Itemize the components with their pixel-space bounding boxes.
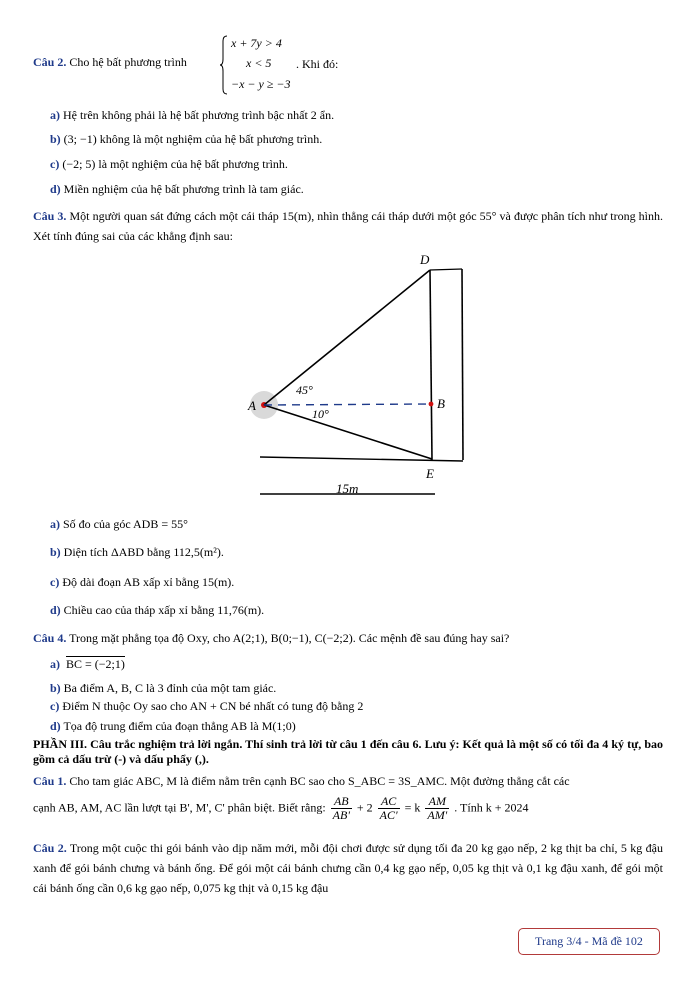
q3-a-label: a) — [50, 517, 60, 531]
q4-b — [50, 681, 276, 696]
q3-a-text: Số đo của góc ADB = 55° — [63, 517, 188, 531]
label-B: B — [437, 396, 445, 411]
angle-10: 10° — [312, 407, 329, 421]
label-E: E — [426, 466, 434, 481]
label-A: A — [248, 398, 256, 413]
q2-a-text: Hệ trên không phải là hệ bất phương trình bậc nhất 2 ẩn. — [63, 108, 335, 122]
tower-figure — [240, 248, 480, 503]
q4-c — [50, 699, 363, 714]
frac2-den: AC' — [379, 808, 398, 822]
q3-a — [50, 517, 188, 532]
part3-title: PHẦN III. Câu trắc nghiệm trả lời ngắn. Thí sinh trả lời từ câu 1 đến câu 6. Lưu ý: Kết quả là một số có tối đa 4 ký tự, bao gồm cả dấu trừ (-) và dấu phẩy (,). — [33, 737, 663, 766]
system-brace — [220, 35, 228, 95]
q3-c-label: c) — [50, 575, 60, 589]
p3-c1-line1 — [33, 774, 570, 789]
q4-a — [50, 657, 125, 672]
q3-stem — [33, 206, 663, 246]
q4-c-label: c) — [50, 699, 60, 713]
eq-plus-2: + 2 — [356, 800, 373, 815]
q4-label: Câu 4. — [33, 631, 67, 645]
label-D: D — [420, 252, 430, 267]
q3-b-label: b) — [50, 545, 61, 559]
distance-label: 15m — [336, 481, 359, 496]
q3-text: Một người quan sát đứng cách một cái tháp 15(m), nhìn thẳng cái tháp dưới một góc 55° và được phân tích như trong hình. Xét tính đúng sai của các khẳng định sau: — [33, 209, 664, 243]
p3-c1-label: Câu 1. — [33, 774, 67, 788]
q4-b-label: b) — [50, 681, 61, 695]
q3-c — [50, 575, 234, 590]
q2-b-text: (3; −1) không là một nghiệm của hệ bất phương trình. — [63, 132, 323, 146]
frac1-den: AB' — [332, 808, 350, 822]
frac1-num: AB — [331, 795, 352, 809]
tower-left-edge — [430, 270, 432, 460]
q3-d-label: d) — [50, 603, 61, 617]
q4-d-label: d) — [50, 719, 61, 733]
q4-a-text: BC = (−2;1) — [66, 657, 125, 671]
q2-heading — [33, 55, 187, 70]
system-eq-2: x < 5 — [246, 56, 272, 70]
q3-d — [50, 603, 264, 618]
q2-d — [50, 182, 304, 197]
p3-c2 — [33, 838, 663, 898]
system-eq-1: x + 7y > 4 — [231, 36, 282, 50]
p3-c1-text1: Cho tam giác ABC, M là điểm nằm trên cạnh BC sao cho S_ABC = 3S_AMC. Một đường thẳng cắt các — [69, 774, 570, 788]
fraction-ac — [378, 795, 400, 822]
q4-a-label: a) — [50, 657, 60, 671]
frac3-den: AM' — [427, 808, 448, 822]
q2-intro: Cho hệ bất phương trình — [69, 55, 187, 69]
page-footer: Trang 3/4 - Mã đề 102 — [518, 928, 660, 955]
frac3-num: AM — [425, 795, 449, 809]
point-B — [429, 402, 434, 407]
q3-b — [50, 545, 224, 560]
q2-d-text: Miền nghiệm của hệ bất phương trình là tam giác. — [63, 182, 304, 196]
q2-after: . Khi đó: — [296, 57, 339, 71]
fraction-am — [425, 795, 449, 822]
p3-c1-text2: cạnh AB, AM, AC lần lượt tại B', M', C' phân biệt. Biết rằng: — [33, 800, 326, 815]
q2-c-text: (−2; 5) là một nghiệm của hệ bất phương trình. — [62, 157, 288, 171]
p3-c1-line2 — [33, 795, 528, 822]
fraction-ab — [331, 795, 352, 822]
p3-c2-text: Trong một cuộc thi gói bánh vào dịp năm mới, mỗi đội chơi được sử dụng tối đa 20 kg gạo nếp, 2 kg thịt ba chỉ, 5 kg đậu xanh để gói bánh chưng và bánh ống. Để gói một cái bánh chưng cần 0,4 kg gạo nếp, 0,05 kg thịt và 0,1 kg đậu xanh, để gói một cái bánh ống cần 0,6 kg gạo nếp, 0,075 kg thịt và 0,15 kg đậu — [33, 841, 663, 895]
q2-b — [50, 132, 322, 147]
q3-b-text: Diện tích ΔABD bằng 112,5(m²). — [63, 545, 224, 559]
q3-d-text: Chiều cao của tháp xấp xỉ bằng 11,76(m). — [63, 603, 265, 617]
p3-c1-text3: . Tính k + 2024 — [454, 800, 529, 815]
q2-c — [50, 157, 288, 172]
q2-c-label: c) — [50, 157, 60, 171]
frac2-num: AC — [378, 795, 400, 809]
tower-right-edge — [462, 269, 463, 460]
line-AB-dashed — [264, 404, 430, 405]
line-AD — [264, 270, 430, 405]
q4-stem — [33, 631, 509, 646]
q4-b-text: Ba điểm A, B, C là 3 đỉnh của một tam giác. — [63, 681, 277, 695]
angle-45: 45° — [296, 383, 313, 397]
q2-d-label: d) — [50, 182, 61, 196]
q2-label: Câu 2. — [33, 55, 67, 69]
line-AE — [264, 405, 432, 459]
q3-label: Câu 3. — [33, 209, 67, 223]
q4-text: Trong mặt phẳng tọa độ Oxy, cho A(2;1), B(0;−1), C(−2;2). Các mệnh đề sau đúng hay sai? — [69, 631, 510, 645]
tower-top — [430, 269, 462, 270]
q3-c-text: Độ dài đoạn AB xấp xỉ bằng 15(m). — [62, 575, 235, 589]
q2-a — [50, 108, 334, 123]
eq-k: = k — [404, 800, 421, 815]
q2-a-label: a) — [50, 108, 60, 122]
q2-b-label: b) — [50, 132, 61, 146]
system-eq-3: −x − y ≥ −3 — [231, 77, 291, 91]
q4-c-text: Điểm N thuộc Oy sao cho AN + CN bé nhất có tung độ bằng 2 — [62, 699, 364, 713]
q4-d — [50, 719, 296, 734]
q4-d-text: Tọa độ trung điểm của đoạn thẳng AB là M(1;0) — [63, 719, 296, 733]
p3-c2-label: Câu 2. — [33, 841, 67, 855]
